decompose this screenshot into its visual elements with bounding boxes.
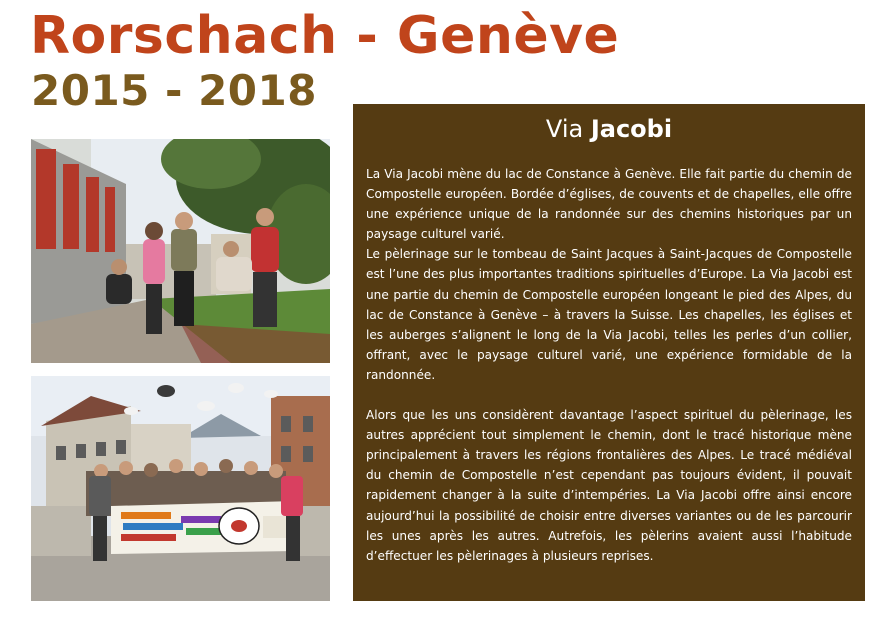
paragraph-intro: La Via Jacobi mène du lac de Constance à Genève. Elle fait partie du chemin de Compostelle européen. Bordée d’églises, de couvents et de chapelles, elle offre une expérience unique de la randonnée sur des chemins historiques par un paysage culturel varié. [366, 167, 852, 242]
page-title: Rorschach - Genève [30, 6, 620, 66]
panel-body [366, 164, 852, 566]
group-photo-banner-square [31, 376, 330, 601]
page-subtitle-years: 2015 - 2018 [31, 66, 317, 115]
panel-title [353, 113, 865, 145]
paragraph-spiritual: Alors que les uns considèrent davantage l’aspect spirituel du pèlerinage, les autres apprécient tout simplement le chemin, dont le tracé historique mène principalement à travers les régions frontalières des Alpes. Le tracé médiéval du chemin de Compostelle n’est cependant pas toujours évident, il pouvait rapidement changer à la suite d’intempéries. La Via Jacobi offre ainsi encore aujourd’hui la possibilité de choisir entre diverses variantes ou de les parcourir les unes après les autres. Autrefois, les pèlerins avaient aussi l’habitude d’effectuer les pèlerinages à plusieurs reprises. [366, 408, 852, 563]
group-photo-courtyard [31, 139, 330, 363]
courtyard-scene [31, 139, 330, 363]
panel-title-prefix: Via [545, 115, 584, 143]
square-scene [31, 376, 330, 601]
panel-title-strong: Jacobi [590, 115, 673, 143]
paragraph-pilgrimage: Le pèlerinage sur le tombeau de Saint Jacques à Saint-Jacques de Compostelle est l’une des plus importantes traditions spirituelles d’Europe. La Via Jacobi est une partie du chemin de Compostelle européen longeant le pied des Alpes, du lac de Constance à Genève – à travers la Suisse. Les chapelles, les églises et les auberges s’alignent le long de la Via Jacobi, telles les perles d’un collier, offrant, avec le paysage culturel varié, une expérience formidable de la randonnée. [366, 247, 852, 382]
via-jacobi-panel [353, 104, 865, 601]
